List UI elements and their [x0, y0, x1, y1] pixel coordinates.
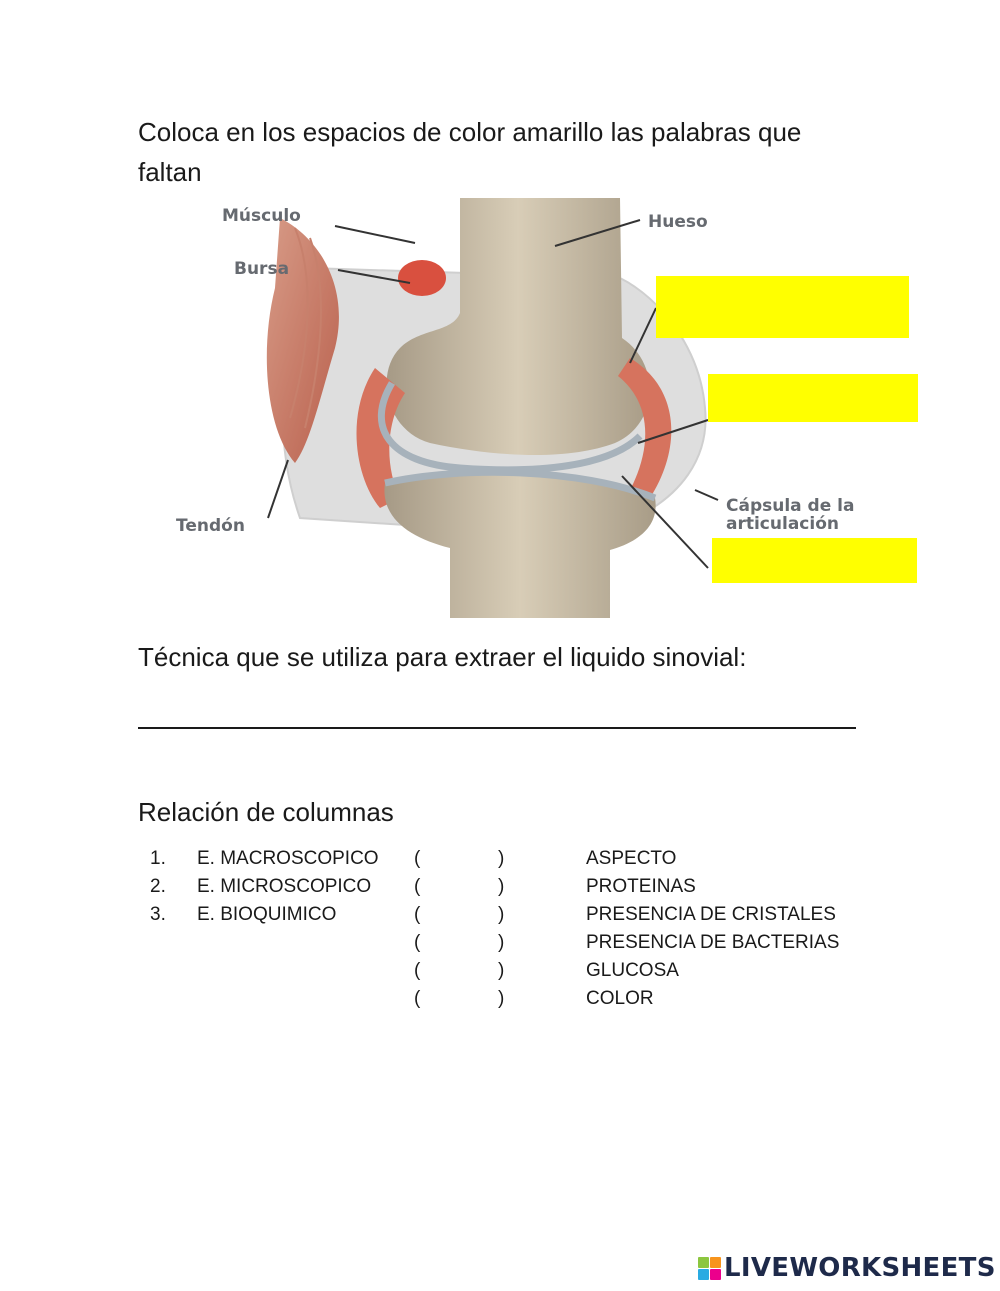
- row-number: 3.: [150, 904, 166, 925]
- row-right-item: PROTEINAS: [586, 876, 696, 897]
- label-capsula-line1: Cápsula de la: [726, 496, 855, 516]
- logo-tile: [710, 1257, 721, 1268]
- relation-title: Relación de columnas: [138, 797, 394, 827]
- relation-row: [138, 848, 918, 876]
- relation-row: [138, 960, 918, 988]
- label-hueso: Hueso: [648, 212, 708, 232]
- row-close-paren: ): [498, 988, 505, 1009]
- row-close-paren: ): [498, 876, 505, 897]
- row-right-item: PRESENCIA DE BACTERIAS: [586, 932, 840, 953]
- row-open-paren[interactable]: (: [414, 960, 421, 981]
- row-open-paren[interactable]: (: [414, 932, 421, 953]
- row-left-item: E. MACROSCOPICO: [197, 848, 379, 869]
- logo-tile: [710, 1269, 721, 1280]
- row-close-paren: ): [498, 932, 505, 953]
- liveworksheets-brand: [698, 1253, 996, 1283]
- instructions-text: Coloca en los espacios de color amarillo las palabras que faltan: [138, 117, 802, 187]
- row-number: 1.: [150, 848, 166, 869]
- logo-tile: [698, 1269, 709, 1280]
- technique-question: Técnica que se utiliza para extraer el liquido sinovial:: [138, 642, 747, 672]
- row-open-paren[interactable]: (: [414, 848, 421, 869]
- row-right-item: COLOR: [586, 988, 654, 1009]
- relation-row: [138, 904, 918, 932]
- row-number: 2.: [150, 876, 166, 897]
- row-right-item: GLUCOSA: [586, 960, 679, 981]
- row-close-paren: ): [498, 904, 505, 925]
- row-open-paren[interactable]: (: [414, 904, 421, 925]
- answer-box-2[interactable]: [708, 374, 918, 422]
- label-musculo: Músculo: [222, 206, 301, 226]
- relation-table: [138, 848, 918, 1016]
- row-right-item: PRESENCIA DE CRISTALES: [586, 904, 836, 925]
- answer-box-3[interactable]: [712, 538, 917, 583]
- row-left-item: E. BIOQUIMICO: [197, 904, 337, 925]
- relation-row: [138, 988, 918, 1016]
- bursa-shape: [398, 260, 446, 296]
- logo-tile: [698, 1257, 709, 1268]
- relation-row: [138, 876, 918, 904]
- label-capsula-line2: articulación: [726, 514, 839, 534]
- relation-row: [138, 932, 918, 960]
- technique-answer-line[interactable]: [138, 727, 856, 729]
- row-open-paren[interactable]: (: [414, 988, 421, 1009]
- answer-box-1[interactable]: [656, 276, 909, 338]
- row-open-paren[interactable]: (: [414, 876, 421, 897]
- joint-diagram: [160, 198, 920, 618]
- lower-bone-shape: [384, 472, 655, 618]
- liveworksheets-logo-icon: [698, 1257, 721, 1280]
- row-close-paren: ): [498, 848, 505, 869]
- brand-name: LIVEWORKSHEETS: [724, 1253, 996, 1283]
- label-tendon: Tendón: [176, 516, 245, 536]
- label-bursa: Bursa: [234, 259, 290, 279]
- row-right-item: ASPECTO: [586, 848, 677, 869]
- row-close-paren: ): [498, 960, 505, 981]
- row-left-item: E. MICROSCOPICO: [197, 876, 372, 897]
